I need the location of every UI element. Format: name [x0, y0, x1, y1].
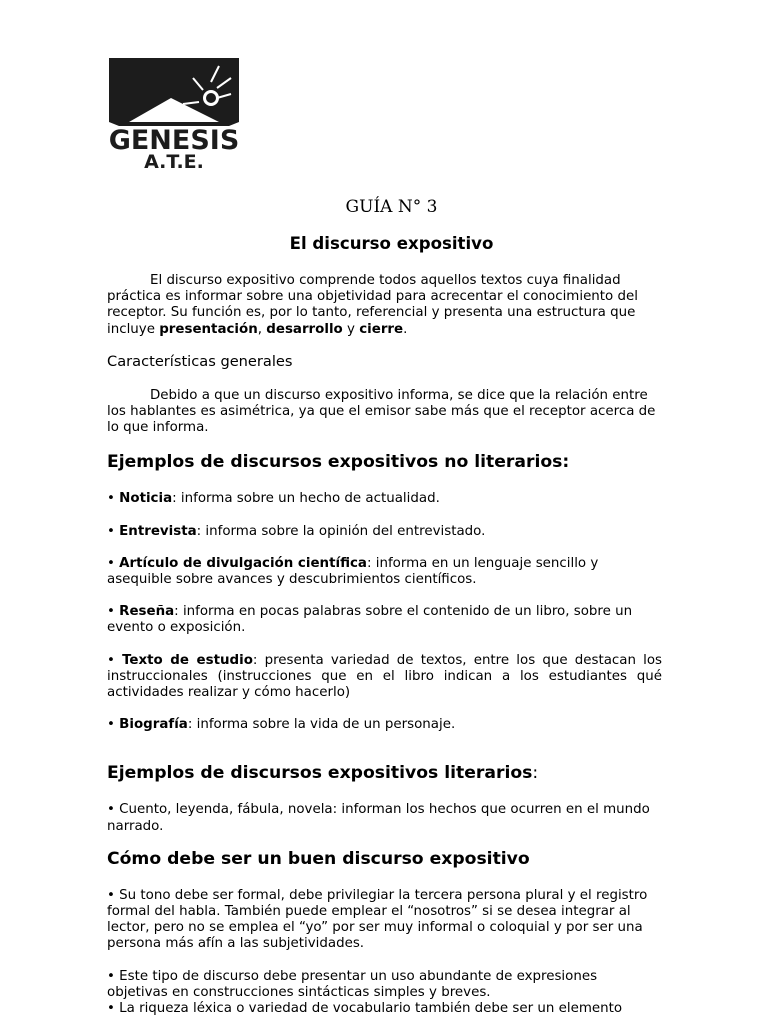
- term-cierre: cierre: [359, 321, 404, 337]
- intro-conjunction: y: [342, 321, 360, 337]
- characteristics-heading: Características generales: [107, 352, 293, 370]
- genesis-ate-logo: [107, 58, 241, 170]
- item-term: Entrevista: [119, 523, 197, 539]
- good-discourse-heading: Cómo debe ser un buen discurso expositivo: [107, 848, 530, 869]
- guide-number: GUÍA N° 3: [345, 197, 438, 217]
- bullet-icon: •: [107, 491, 120, 507]
- bullet-icon: •: [107, 652, 123, 668]
- document-body: [107, 196, 662, 1017]
- list-item: [107, 524, 662, 540]
- term-presentacion: presentación: [159, 321, 258, 337]
- item-description: : informa sobre la vida de un personaje.: [187, 717, 456, 733]
- item-description: : informa sobre un hecho de actualidad.: [172, 491, 440, 507]
- logo-emblem-icon: [107, 58, 241, 170]
- item-description: : informa en un lenguaje sencillo y asequible sobre avances y descubrimientos científicos.: [107, 555, 599, 588]
- logo-text-ate: A.T.E.: [144, 151, 204, 170]
- intro-text: El discurso expositivo comprende todos aquellos textos cuya finalidad práctica es informar sobre una objetividad para acrecentar el conocimiento del receptor. Su función es, por lo tanto, referencial y presenta una estructura que incluye: [107, 273, 638, 337]
- bullet-icon: •: [107, 523, 120, 539]
- list-item: [107, 604, 662, 636]
- list-item: [107, 717, 662, 733]
- non-literary-heading: Ejemplos de discursos expositivos no literarios:: [107, 452, 570, 473]
- list-item: • Su tono debe ser formal, debe privilegiar la tercera persona plural y el registro formal del habla. También puede emplear el “nosotros” si se desea integrar al lector, pero no se emplea el “yo” por ser muy informal o coloquial y por ser una persona más afín a las subjetividades.: [107, 887, 648, 952]
- intro-paragraph: [107, 273, 662, 338]
- item-term: Biografía: [119, 717, 188, 733]
- item-description: : informa en pocas palabras sobre el contenido de un libro, sobre un evento o exposición.: [107, 604, 633, 636]
- list-item: • Este tipo de discurso debe presentar un uso abundante de expresiones objetivas en construcciones sintácticas simples y breves.: [107, 968, 598, 1000]
- list-item: [107, 491, 662, 507]
- list-item: • Cuento, leyenda, fábula, novela: informan los hechos que ocurren en el mundo narrado.: [107, 802, 650, 834]
- intro-separator: ,: [257, 321, 267, 337]
- intro-period: .: [403, 321, 408, 337]
- item-term: Artículo de divulgación científica: [119, 555, 367, 571]
- document-title: El discurso expositivo: [289, 234, 494, 253]
- item-term: Texto de estudio: [122, 652, 253, 668]
- item-description: : presenta variedad de textos, entre los que destacan los instruccionales (instrucciones que en el libro indican a los estudiantes qué actividades realizar y cómo hacerlo): [107, 652, 663, 701]
- list-item: [107, 653, 662, 702]
- item-term: Reseña: [119, 604, 175, 620]
- bullet-icon: •: [107, 604, 120, 620]
- term-desarrollo: desarrollo: [266, 321, 343, 337]
- list-item: • La riqueza léxica o variedad de vocabulario también debe ser un elemento: [107, 1001, 623, 1017]
- bullet-icon: •: [107, 717, 120, 733]
- literary-heading-colon: :: [532, 763, 539, 784]
- literary-heading-text: Ejemplos de discursos expositivos literarios: [107, 763, 533, 784]
- list-item: [107, 556, 662, 588]
- item-term: Noticia: [119, 491, 173, 507]
- logo-text-genesis: GENESIS: [108, 125, 240, 156]
- bullet-icon: •: [107, 555, 120, 571]
- characteristics-paragraph: Debido a que un discurso expositivo informa, se dice que la relación entre los hablantes es asimétrica, ya que el emisor sabe más que el receptor acerca de lo que informa.: [107, 387, 656, 436]
- literary-heading: [107, 763, 662, 784]
- item-description: : informa sobre la opinión del entrevistado.: [196, 523, 486, 539]
